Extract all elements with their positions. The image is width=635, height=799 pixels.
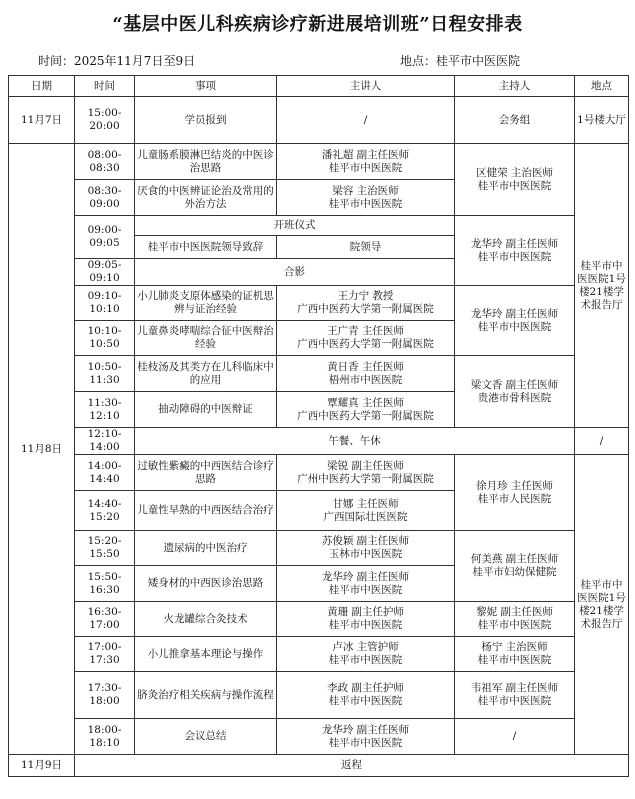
speaker-cell: 覃耀真 主任医师 广西中医药大学第一附属医院 [277,392,455,428]
host-cell: / [455,719,575,755]
speaker-cell: / [277,97,455,144]
table-row [9,637,629,672]
item-cell: 返程 [75,755,629,777]
date-cell: 11月9日 [9,755,75,777]
speaker-cell: 苏俊颖 副主任医师 玉林市中医医院 [277,531,455,566]
table-row [9,428,629,455]
speaker-cell: 龙华玲 副主任医师 桂平市中医医院 [277,566,455,602]
time-cell: 09:00-09:05 [75,216,135,259]
host-cell: 何美燕 副主任医师 桂平市妇幼保健院 [455,531,575,602]
place-cell: 桂平市中医医院1号楼21楼学术报告厅 [575,455,629,755]
header-place: 地点 [575,76,629,97]
speaker-cell: 梁容 主治医师 桂平市中医医院 [277,180,455,216]
header-host: 主持人 [455,76,575,97]
time-cell: 12:10-14:00 [75,428,135,455]
time-cell: 11:30-12:10 [75,392,135,428]
place-cell: 桂平市中医医院1号楼21楼学术报告厅 [575,144,629,428]
host-cell: 梁文香 副主任医师 贵港市骨科医院 [455,356,575,428]
time-cell: 17:30-18:00 [75,672,135,719]
table-row [9,455,629,491]
table-row [9,602,629,637]
host-cell: 龙华玲 副主任医师 桂平市中医医院 [455,216,575,286]
item-cell: 儿童鼻炎哮喘综合征中医辩治经验 [135,321,277,356]
page-title: “基层中医儿科疾病诊疗新进展培训班”日程安排表 [112,14,523,35]
header-date: 日期 [9,76,75,97]
host-cell: 杨宁 主治医师 桂平市中医医院 [455,637,575,672]
time-cell: 09:05-09:10 [75,259,135,286]
item-cell: 小儿推拿基本理论与操作 [135,637,277,672]
meta-time: 时间：2025年11月7日至9日 [38,54,196,68]
item-cell: 儿童肠系膜淋巴结炎的中医诊治思路 [135,144,277,180]
time-cell: 16:30-17:00 [75,602,135,637]
speaker-cell: 龙华玲 副主任医师 桂平市中医医院 [277,719,455,755]
place-cell: / [575,428,629,455]
item-cell: 会议总结 [135,719,277,755]
time-cell: 17:00-17:30 [75,637,135,672]
host-cell: 区健荣 主治医师 桂平市中医医院 [455,144,575,216]
header-speaker: 主讲人 [277,76,455,97]
item-cell: 火龙罐综合灸技术 [135,602,277,637]
item-cell: 遗尿病的中医治疗 [135,531,277,566]
time-cell: 15:00-20:00 [75,97,135,144]
time-cell: 08:00-08:30 [75,144,135,180]
speaker-cell: 王广青 主任医师 广西中医药大学第一附属医院 [277,321,455,356]
item-cell: 合影 [135,259,455,286]
item-cell: 开班仪式 [135,216,455,236]
speaker-cell: 院领导 [277,236,455,259]
time-cell: 08:30-09:00 [75,180,135,216]
table-row [9,356,629,392]
item-cell: 矮身材的中西医诊治思路 [135,566,277,602]
speaker-cell: 黄日香 主任医师 梧州市中医医院 [277,356,455,392]
table-row [9,719,629,755]
time-cell: 14:00-14:40 [75,455,135,491]
item-cell: 学员报到 [135,97,277,144]
time-cell: 14:40-15:20 [75,491,135,531]
host-cell: 韦祖军 副主任医师 桂平市中医医院 [455,672,575,719]
table-row [9,531,629,566]
table-row [9,672,629,719]
time-cell: 10:50-11:30 [75,356,135,392]
speaker-cell: 黄珊 副主任护师 桂平市中医医院 [277,602,455,637]
time-cell: 09:10-10:10 [75,286,135,321]
speaker-cell: 潘礼超 副主任医师 桂平市中医医院 [277,144,455,180]
date-cell: 11月7日 [9,97,75,144]
speaker-cell: 卢冰 主管护师 桂平市中医医院 [277,637,455,672]
time-cell: 18:00-18:10 [75,719,135,755]
item-cell: 厌食的中医辨证论治及常用的外治方法 [135,180,277,216]
item-cell: 脐灸治疗相关疾病与操作流程 [135,672,277,719]
speaker-cell: 甘娜 主任医师 广西国际壮医医院 [277,491,455,531]
time-cell: 15:20-15:50 [75,531,135,566]
item-cell: 抽动障碍的中医辩证 [135,392,277,428]
item-cell: 午餐、午休 [135,428,575,455]
item-cell: 过敏性紫癜的中西医结合诊疗思路 [135,455,277,491]
speaker-cell: 梁锐 副主任医师 广州中医药大学第一附属医院 [277,455,455,491]
table-row [9,216,629,236]
table-row [9,286,629,321]
host-cell: 龙华玲 副主任医师 桂平市中医医院 [455,286,575,356]
date-cell: 11月8日 [9,144,75,755]
time-cell: 10:10-10:50 [75,321,135,356]
item-cell: 儿童性早熟的中西医结合治疗 [135,491,277,531]
place-cell: 1号楼大厅 [575,97,629,144]
host-cell: 会务组 [455,97,575,144]
time-cell: 15:50-16:30 [75,566,135,602]
table-row [9,755,629,777]
meta-place: 地点：桂平市中医医院 [400,54,521,68]
schedule-table [8,75,629,777]
item-cell: 小儿肺炎支原体感染的证机思辨与证治经验 [135,286,277,321]
speaker-cell: 李政 副主任护师 桂平市中医医院 [277,672,455,719]
header-item: 事项 [135,76,277,97]
item-cell: 桂平市中医医院领导致辞 [135,236,277,259]
item-cell: 桂枝汤及其类方在儿科临床中的应用 [135,356,277,392]
header-row [9,76,629,97]
table-row [9,144,629,180]
host-cell: 徐月珍 主任医师 桂平市人民医院 [455,455,575,531]
host-cell: 黎妮 副主任医师 桂平市中医医院 [455,602,575,637]
header-time: 时间 [75,76,135,97]
table-row [9,97,629,144]
speaker-cell: 王力宁 教授 广西中医药大学第一附属医院 [277,286,455,321]
